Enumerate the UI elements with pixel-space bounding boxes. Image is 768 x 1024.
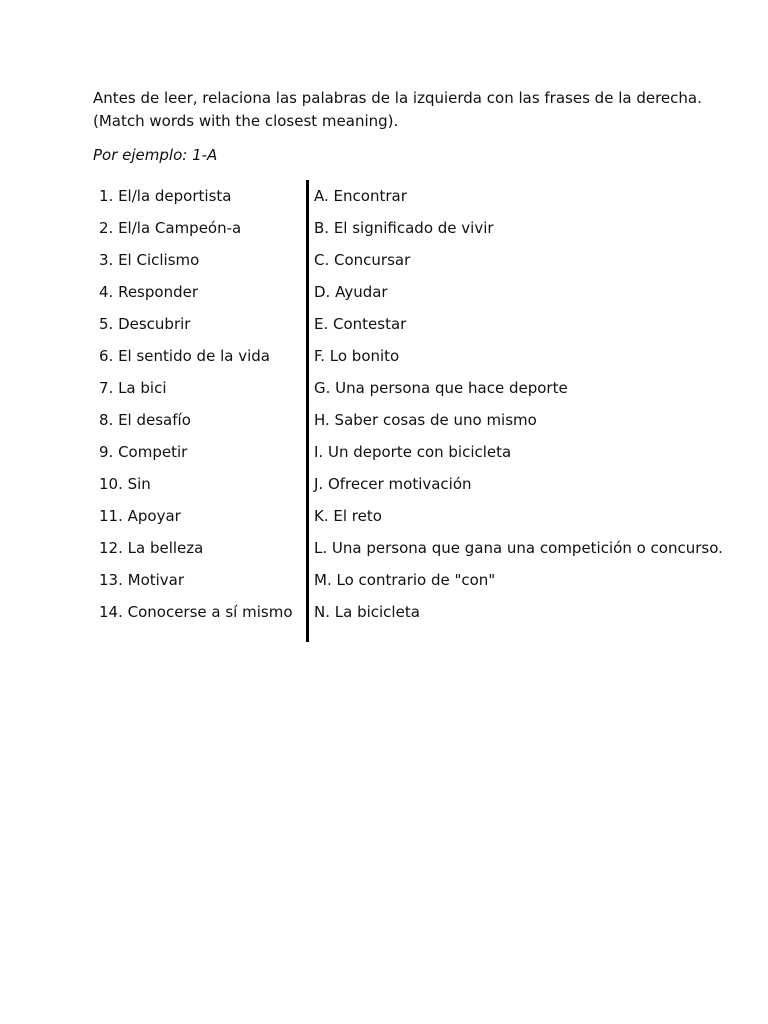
instructions bbox=[93, 87, 733, 132]
word-item: 1. El/la deportista bbox=[99, 187, 232, 205]
column-divider bbox=[306, 180, 309, 642]
word-item: 14. Conocerse a sí mismo bbox=[99, 603, 293, 621]
word-item: 12. La belleza bbox=[99, 539, 204, 557]
meaning-item: L. Una persona que gana una competición o concurso. bbox=[314, 539, 723, 557]
word-item: 4. Responder bbox=[99, 283, 198, 301]
meaning-item: B. El significado de vivir bbox=[314, 219, 494, 237]
meaning-item: C. Concursar bbox=[314, 251, 411, 269]
word-item: 10. Sin bbox=[99, 475, 151, 493]
word-item: 13. Motivar bbox=[99, 571, 185, 589]
meaning-item: M. Lo contrario de "con" bbox=[314, 571, 496, 589]
word-item: 8. El desafío bbox=[99, 411, 191, 429]
meaning-item: I. Un deporte con bicicleta bbox=[314, 443, 512, 461]
meaning-item: J. Ofrecer motivación bbox=[314, 475, 472, 493]
word-item: 11. Apoyar bbox=[99, 507, 181, 525]
word-item: 7. La bici bbox=[99, 379, 167, 397]
meaning-item: K. El reto bbox=[314, 507, 382, 525]
instructions-english: (Match words with the closest meaning). bbox=[93, 111, 399, 130]
meaning-item: F. Lo bonito bbox=[314, 347, 400, 365]
meaning-item: G. Una persona que hace deporte bbox=[314, 379, 568, 397]
word-item: 9. Competir bbox=[99, 443, 188, 461]
meanings-column bbox=[314, 185, 754, 633]
meaning-item: N. La bicicleta bbox=[314, 603, 420, 621]
word-item: 6. El sentido de la vida bbox=[99, 347, 270, 365]
instructions-spanish: Antes de leer, relaciona las palabras de la izquierda con las frases de la derecha. bbox=[93, 89, 702, 107]
meaning-item: A. Encontrar bbox=[314, 187, 407, 205]
word-item: 2. El/la Campeón-a bbox=[99, 219, 242, 237]
word-item: 3. El Ciclismo bbox=[99, 251, 200, 269]
words-column bbox=[99, 185, 299, 633]
word-item: 5. Descubrir bbox=[99, 315, 191, 333]
meaning-item: D. Ayudar bbox=[314, 283, 388, 301]
example-answer: Por ejemplo: 1-A bbox=[93, 146, 218, 164]
meaning-item: H. Saber cosas de uno mismo bbox=[314, 411, 537, 429]
meaning-item: E. Contestar bbox=[314, 315, 407, 333]
